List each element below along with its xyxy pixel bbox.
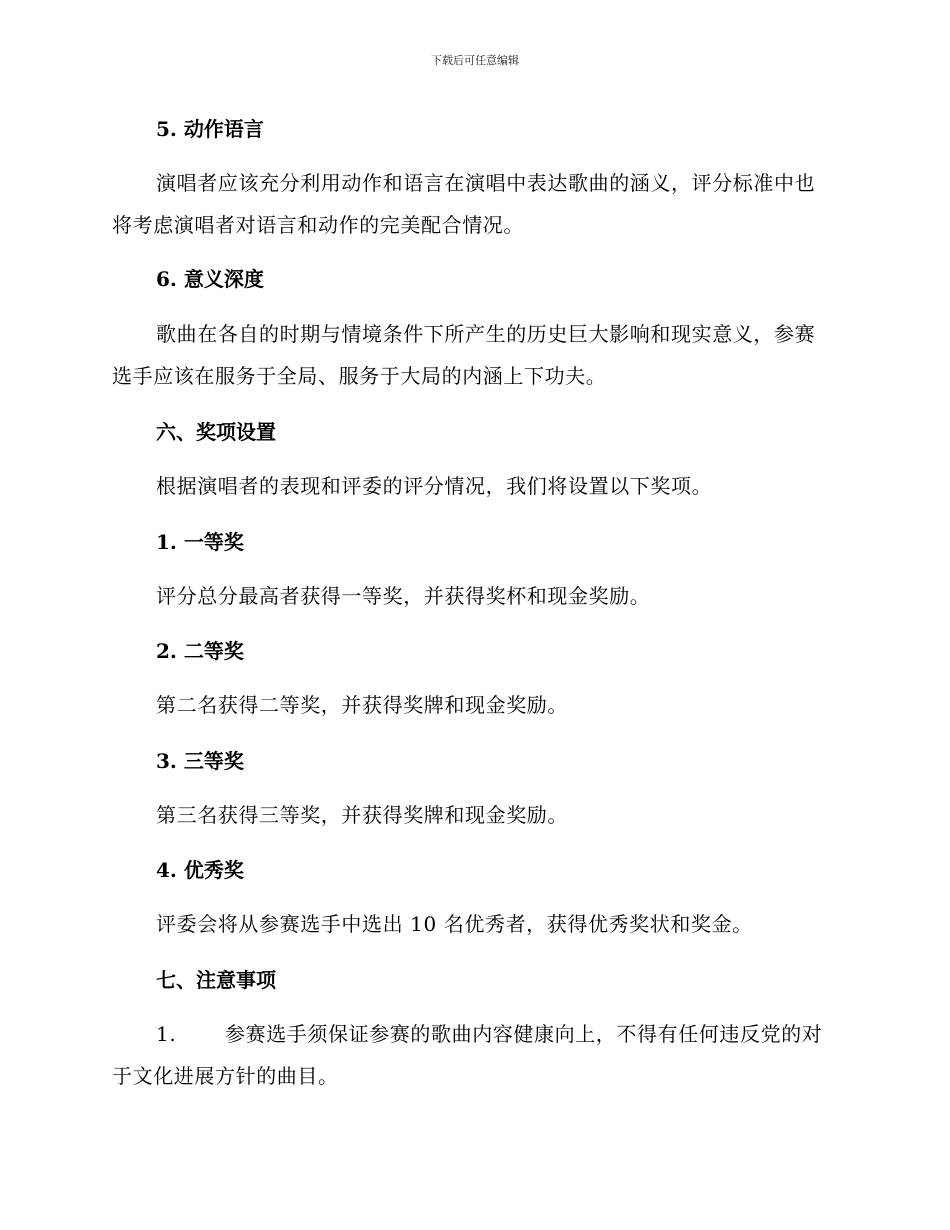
award-heading-first: 1. 一等奖 xyxy=(156,530,244,554)
award-heading-third: 3. 三等奖 xyxy=(156,749,244,773)
paragraph-award-excellent: 评委会将从参赛选手中选出 10 名优秀者，获得优秀奖状和奖金。 xyxy=(156,912,753,936)
paragraph-award-second: 第二名获得二等奖，并获得奖牌和现金奖励。 xyxy=(156,693,568,717)
award-heading-excellent: 4. 优秀奖 xyxy=(156,858,244,882)
award-heading-second: 2. 二等奖 xyxy=(156,639,244,663)
paragraph-action-language: 演唱者应该充分利用动作和语言在演唱中表达歌曲的涵义，评分标准中也将考虑演唱者对语言和动作的完美配合情况。 xyxy=(112,171,816,237)
paragraph-award-third: 第三名获得三等奖，并获得奖牌和现金奖励。 xyxy=(156,803,568,827)
section-heading-action-language: 5. 动作语言 xyxy=(156,117,264,141)
list-item-number: 1. xyxy=(156,1022,177,1046)
list-item-note-1 xyxy=(112,1013,832,1097)
paragraph-awards-intro: 根据演唱者的表现和评委的评分情况，我们将设置以下奖项。 xyxy=(156,474,713,498)
paragraph-award-first: 评分总分最高者获得一等奖，并获得奖杯和现金奖励。 xyxy=(156,584,651,608)
list-item-text: 参赛选手须保证参赛的歌曲内容健康向上，不得有任何违反党的对于文化进展方针的曲目。 xyxy=(112,1022,823,1088)
section-heading-awards: 六、奖项设置 xyxy=(156,420,276,444)
paragraph-meaning-depth: 歌曲在各自的时期与情境条件下所产生的历史巨大影响和现实意义，参赛选手应该在服务于全局、服务于大局的内涵上下功夫。 xyxy=(112,322,816,388)
section-heading-notes: 七、注意事项 xyxy=(156,968,276,992)
section-heading-meaning-depth: 6. 意义深度 xyxy=(156,267,264,291)
page-header: 下载后可任意编辑 xyxy=(431,54,519,67)
